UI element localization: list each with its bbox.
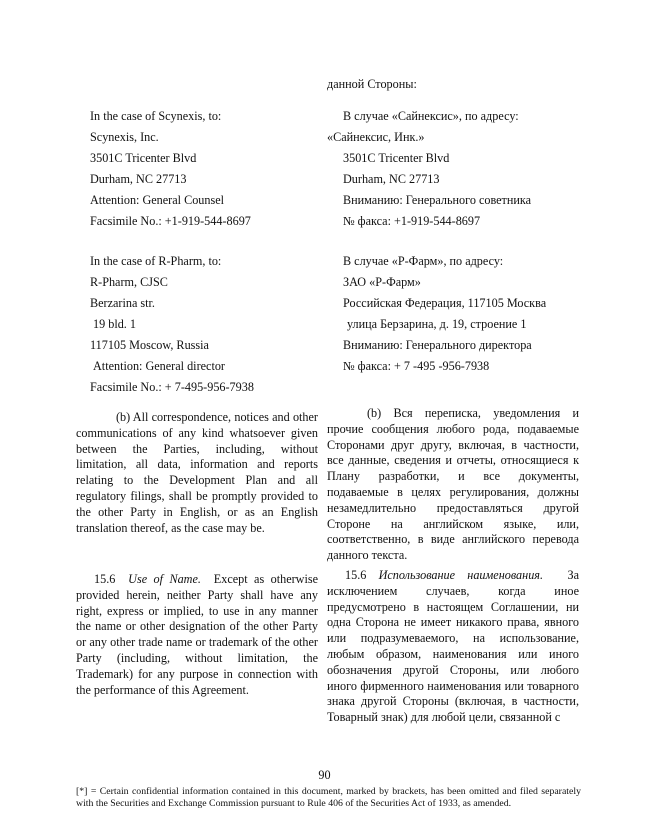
address-line: № факса: +1-919-544-8697 xyxy=(343,214,481,228)
section-text: Except as otherwise provided herein, neither Party shall have any right, express or implied, to use in any manner the name or other designation of the other Party or any other trade name or trademark of the other Party (including, without limitation, the Trademark) for any purpose in connection with the performance of this Agreement. xyxy=(76,572,318,697)
scynexis-address-en xyxy=(90,106,318,232)
address-line: Durham, NC 27713 xyxy=(90,172,187,186)
address-line: Facsimile No.: +1-919-544-8697 xyxy=(90,214,251,228)
section-number: 15.6 xyxy=(345,568,367,582)
address-line: Facsimile No.: + 7-495-956-7938 xyxy=(90,380,254,394)
address-line: Scynexis, Inc. xyxy=(90,130,159,144)
address-line: Вниманию: Генерального директора xyxy=(343,338,532,352)
rpharm-address-en xyxy=(90,251,318,398)
section-title: Использование наименования. xyxy=(378,568,544,582)
address-line: улица Берзарина, д. 19, строение 1 xyxy=(347,317,527,331)
address-line: In the case of R-Pharm, to: xyxy=(90,254,222,268)
section-text: За исключением случаев, когда иное предусмотрено в настоящем Соглашении, ни одна Сторона не имеет никакого права, явного или подразумеваемого, на использование, любым образом, наименования или иного обозначения другой Стороны, или любого иного фирменного наименования или товарного знака другой Стороны (включая, в частности, Товарный знак) для любой цели, связанной с xyxy=(327,568,579,725)
address-line: В случае «Р-Фарм», по адресу: xyxy=(343,254,504,268)
address-line: R-Pharm, CJSC xyxy=(90,275,168,289)
address-line: Attention: General Counsel xyxy=(90,193,225,207)
scynexis-address-ru xyxy=(327,106,579,232)
paragraph-b-ru: (b) Вся переписка, уведомления и прочие сообщения любого рода, подаваемые Сторонами друг другу, включая, в частности, все данные, сведения и отчеты, относящиеся к Плану разработки, и все документы, подаваемые в целях регулирования, должны незамедлительно предоставляться другой Стороне на английском языке, или, соответственно, в виде английского перевода данного текста. xyxy=(327,406,579,563)
paragraph-b-en: (b) All correspondence, notices and other communications of any kind whatsoever given between the Parties, including, without limitation, all data, information and reports relating to the Development Plan and all regulatory filings, shall be promptly provided to the other Party in English, or as an English translation thereof, as the case may be. xyxy=(76,410,318,535)
address-line: «Сайнексис, Инк.» xyxy=(327,130,425,144)
address-line: № факса: + 7 -495 -956-7938 xyxy=(343,359,490,373)
address-line: В случае «Сайнексис», по адресу: xyxy=(343,109,519,123)
address-line: 117105 Moscow, Russia xyxy=(90,338,209,352)
section-number: 15.6 xyxy=(94,572,116,586)
address-line: ЗАО «Р-Фарм» xyxy=(343,275,421,289)
footnote: [*] = Certain confidential information contained in this document, marked by brackets, has been omitted and filed separately with the Securities and Exchange Commission pursuant to Rule 406 of the Securities Act of 1933, as amended. xyxy=(76,786,581,809)
address-line: Российская Федерация, 117105 Москва xyxy=(343,296,547,310)
page-number: 90 xyxy=(318,768,331,782)
address-line: Durham, NC 27713 xyxy=(343,172,440,186)
address-line: 3501C Tricenter Blvd xyxy=(343,151,450,165)
address-line: Вниманию: Генерального советника xyxy=(343,193,532,207)
address-line: In the case of Scynexis, to: xyxy=(90,109,222,123)
address-line: Berzarina str. xyxy=(90,296,155,310)
section-15-6-en xyxy=(76,572,318,698)
address-line: Attention: General director xyxy=(93,359,225,373)
section-title: Use of Name. xyxy=(128,572,201,586)
address-line: 3501C Tricenter Blvd xyxy=(90,151,197,165)
section-15-6-ru xyxy=(327,568,579,726)
top-right-continuation: данной Стороны: xyxy=(327,77,417,91)
address-line: 19 bld. 1 xyxy=(93,317,136,331)
rpharm-address-ru xyxy=(327,251,579,377)
